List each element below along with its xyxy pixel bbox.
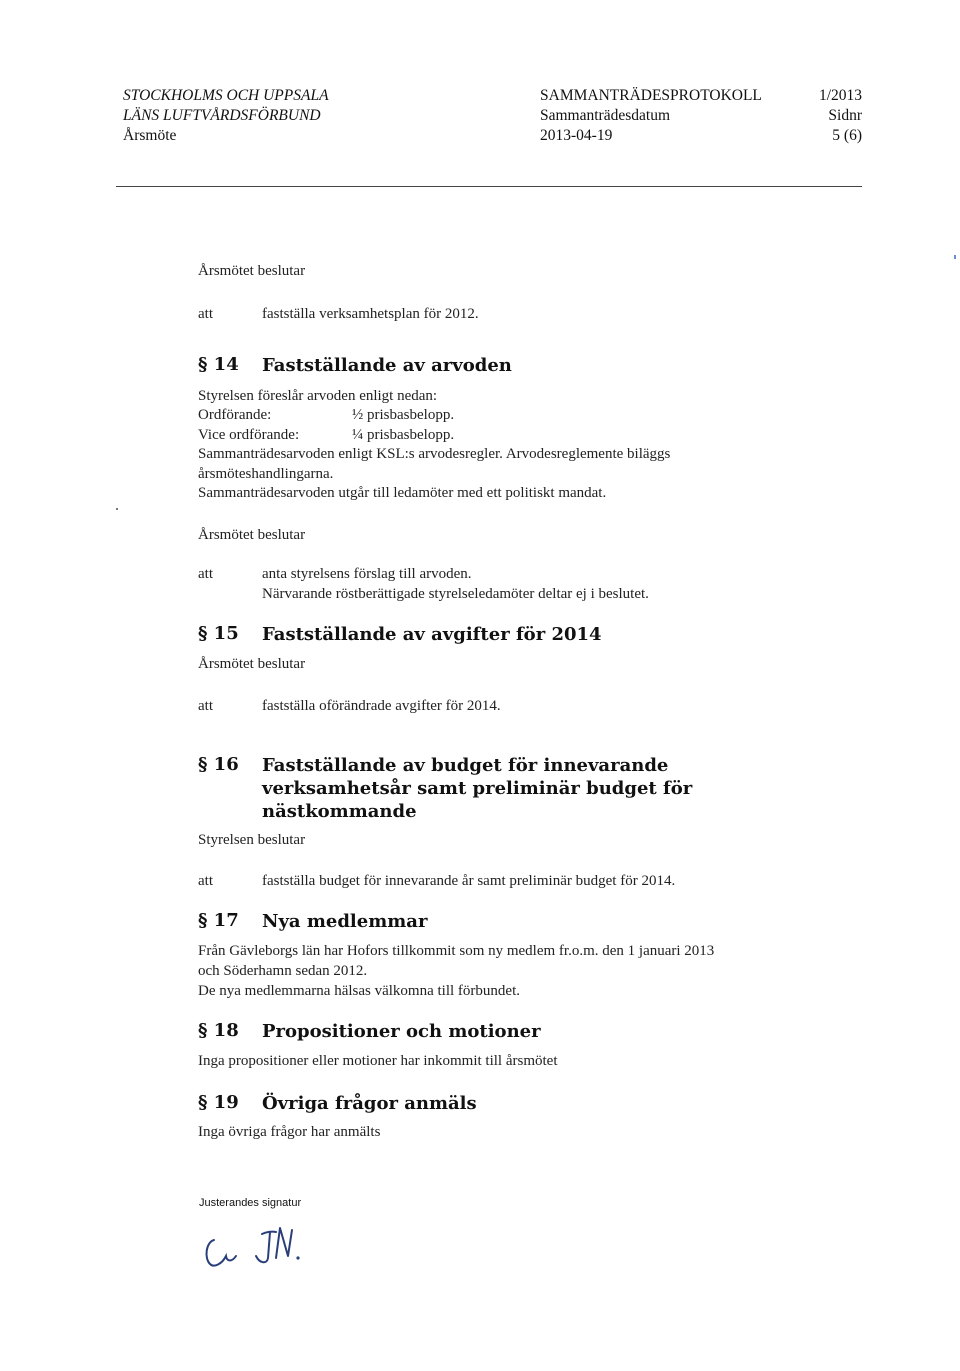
page-label: Sidnr <box>828 107 862 124</box>
fee-value-chair: ½ prisbasbelopp. <box>352 407 455 423</box>
document-type: SAMMANTRÄDESPROTOKOLL <box>540 87 762 104</box>
meeting-type: Årsmöte <box>123 127 177 144</box>
header-divider <box>116 186 862 187</box>
section-title: Propositioner och motioner <box>262 1021 541 1042</box>
body-text: Inga propositioner eller motioner har inkommit till årsmötet <box>198 1053 558 1069</box>
fee-label-vice-chair: Vice ordförande: <box>198 427 300 443</box>
decision-label: Styrelsen beslutar <box>198 832 306 848</box>
section-number: § 18 <box>198 1020 239 1041</box>
signature-label: Justerandes signatur <box>199 1197 302 1209</box>
section-title: Fastställande av avgifter för 2014 <box>262 624 602 645</box>
section-number: § 16 <box>198 754 239 775</box>
att-label: att <box>198 306 213 322</box>
fee-label-chair: Ordförande: <box>198 407 272 423</box>
section-number: § 19 <box>198 1092 239 1113</box>
body-text: Sammanträdesarvoden utgår till ledamöter med ett politiskt mandat. <box>198 485 607 501</box>
body-text: Inga övriga frågor har anmälts <box>198 1124 381 1140</box>
decision-note: Närvarande röstberättigade styrelseledamöter deltar ej i beslutet. <box>262 586 649 602</box>
section-title: verksamhetsår samt preliminär budget för <box>262 778 693 799</box>
date-label: Sammanträdesdatum <box>540 107 670 124</box>
decision-label: Årsmötet beslutar <box>198 527 306 543</box>
decision-text: fastställa oförändrade avgifter för 2014. <box>262 698 501 714</box>
handwritten-signature <box>196 1218 316 1272</box>
body-text: och Söderhamn sedan 2012. <box>198 963 368 979</box>
organization-name-line2: LÄNS LUFTVÅRDSFÖRBUND <box>123 107 321 124</box>
scan-mark <box>954 255 956 259</box>
body-text: Sammanträdesarvoden enligt KSL:s arvodesregler. Arvodesreglemente biläggs <box>198 446 671 462</box>
section-title: Fastställande av arvoden <box>262 355 512 376</box>
document-number: 1/2013 <box>818 87 862 104</box>
organization-name-line1: STOCKHOLMS OCH UPPSALA <box>123 87 329 104</box>
scan-mark <box>116 508 118 510</box>
section-number: § 17 <box>198 910 239 931</box>
fee-value-vice-chair: ¼ prisbasbelopp. <box>352 427 455 443</box>
decision-text: fastställa verksamhetsplan för 2012. <box>262 306 479 322</box>
meeting-date: 2013-04-19 <box>540 127 613 144</box>
body-text: årsmöteshandlingarna. <box>198 466 334 482</box>
decision-text: anta styrelsens förslag till arvoden. <box>262 566 472 582</box>
att-label: att <box>198 698 213 714</box>
page-number: 5 (6) <box>832 127 862 144</box>
section-title: nästkommande <box>262 801 417 822</box>
body-text: Styrelsen föreslår arvoden enligt nedan: <box>198 388 438 404</box>
decision-label: Årsmötet beslutar <box>198 656 306 672</box>
body-text: Från Gävleborgs län har Hofors tillkommit som ny medlem fr.o.m. den 1 januari 2013 <box>198 943 715 959</box>
section-number: § 15 <box>198 623 239 644</box>
section-number: § 14 <box>198 354 239 375</box>
section-title: Fastställande av budget för innevarande <box>262 755 669 776</box>
att-label: att <box>198 566 213 582</box>
body-text: De nya medlemmarna hälsas välkomna till förbundet. <box>198 983 520 999</box>
section-title: Nya medlemmar <box>262 911 428 932</box>
section-title: Övriga frågor anmäls <box>262 1093 477 1114</box>
att-label: att <box>198 873 213 889</box>
decision-text: fastställa budget för innevarande år samt preliminär budget för 2014. <box>262 873 676 889</box>
decision-label: Årsmötet beslutar <box>198 263 306 279</box>
